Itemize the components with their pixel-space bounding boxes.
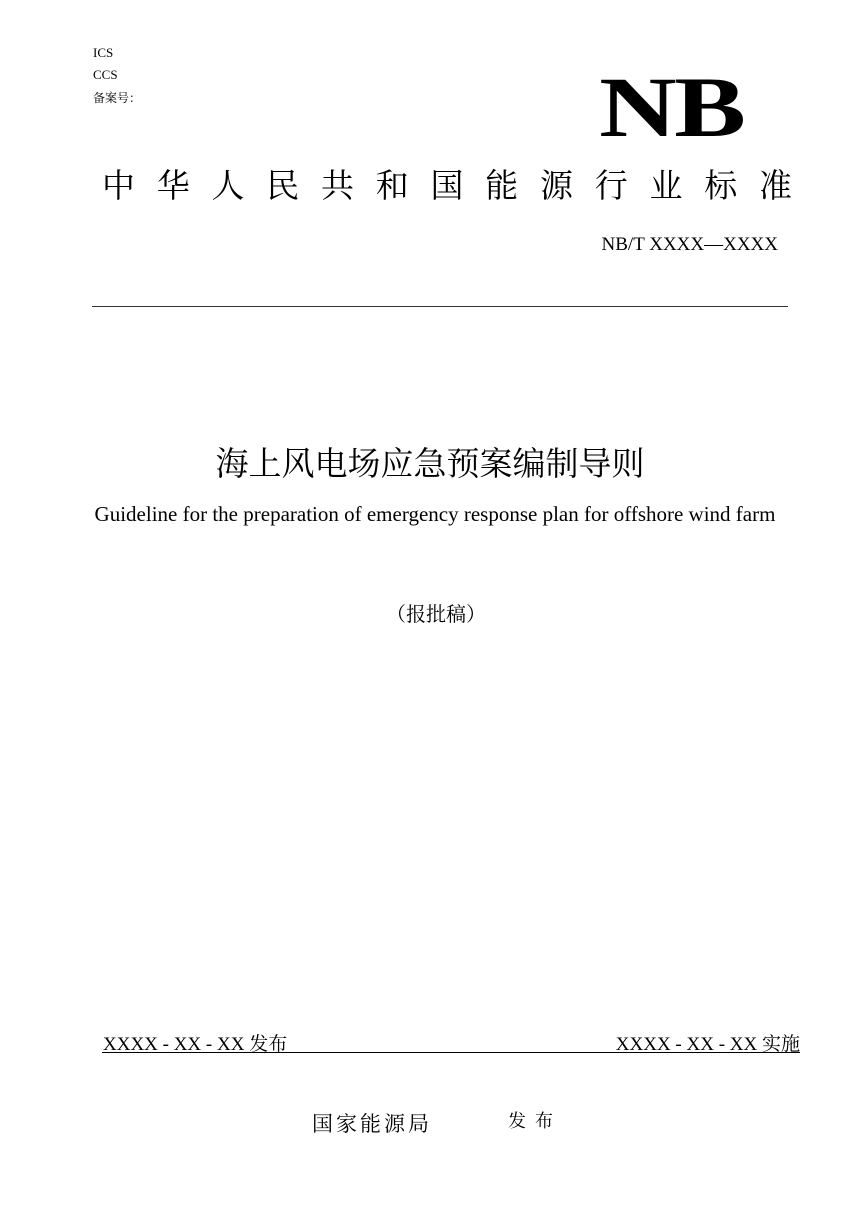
effective-date: XXXX - XX - XX xyxy=(615,1034,758,1055)
standard-title: 中华人民共和国能源行业标准 xyxy=(102,166,792,205)
release-label: 发布 xyxy=(249,1033,288,1055)
draft-status: （报批稿） xyxy=(386,602,486,626)
nb-logo: NB xyxy=(598,59,743,155)
ics-label: ICS xyxy=(93,45,114,60)
document-title-zh: 海上风电场应急预案编制导则 xyxy=(215,444,645,483)
issuer-name: 国家能源局 xyxy=(312,1112,432,1136)
top-divider xyxy=(92,306,788,307)
release-date: XXXX - XX - XX xyxy=(103,1034,245,1055)
record-number-label: 备案号： xyxy=(93,91,142,105)
document-title-en: Guideline for the preparation of emergency response plan for offshore wind farm xyxy=(94,502,776,526)
effective-label: 实施 xyxy=(761,1033,800,1055)
date-divider xyxy=(102,1052,800,1053)
issue-label: 发布 xyxy=(508,1111,562,1132)
standard-number: NB/T XXXX—XXXX xyxy=(601,234,778,255)
ccs-label: CCS xyxy=(93,67,118,82)
